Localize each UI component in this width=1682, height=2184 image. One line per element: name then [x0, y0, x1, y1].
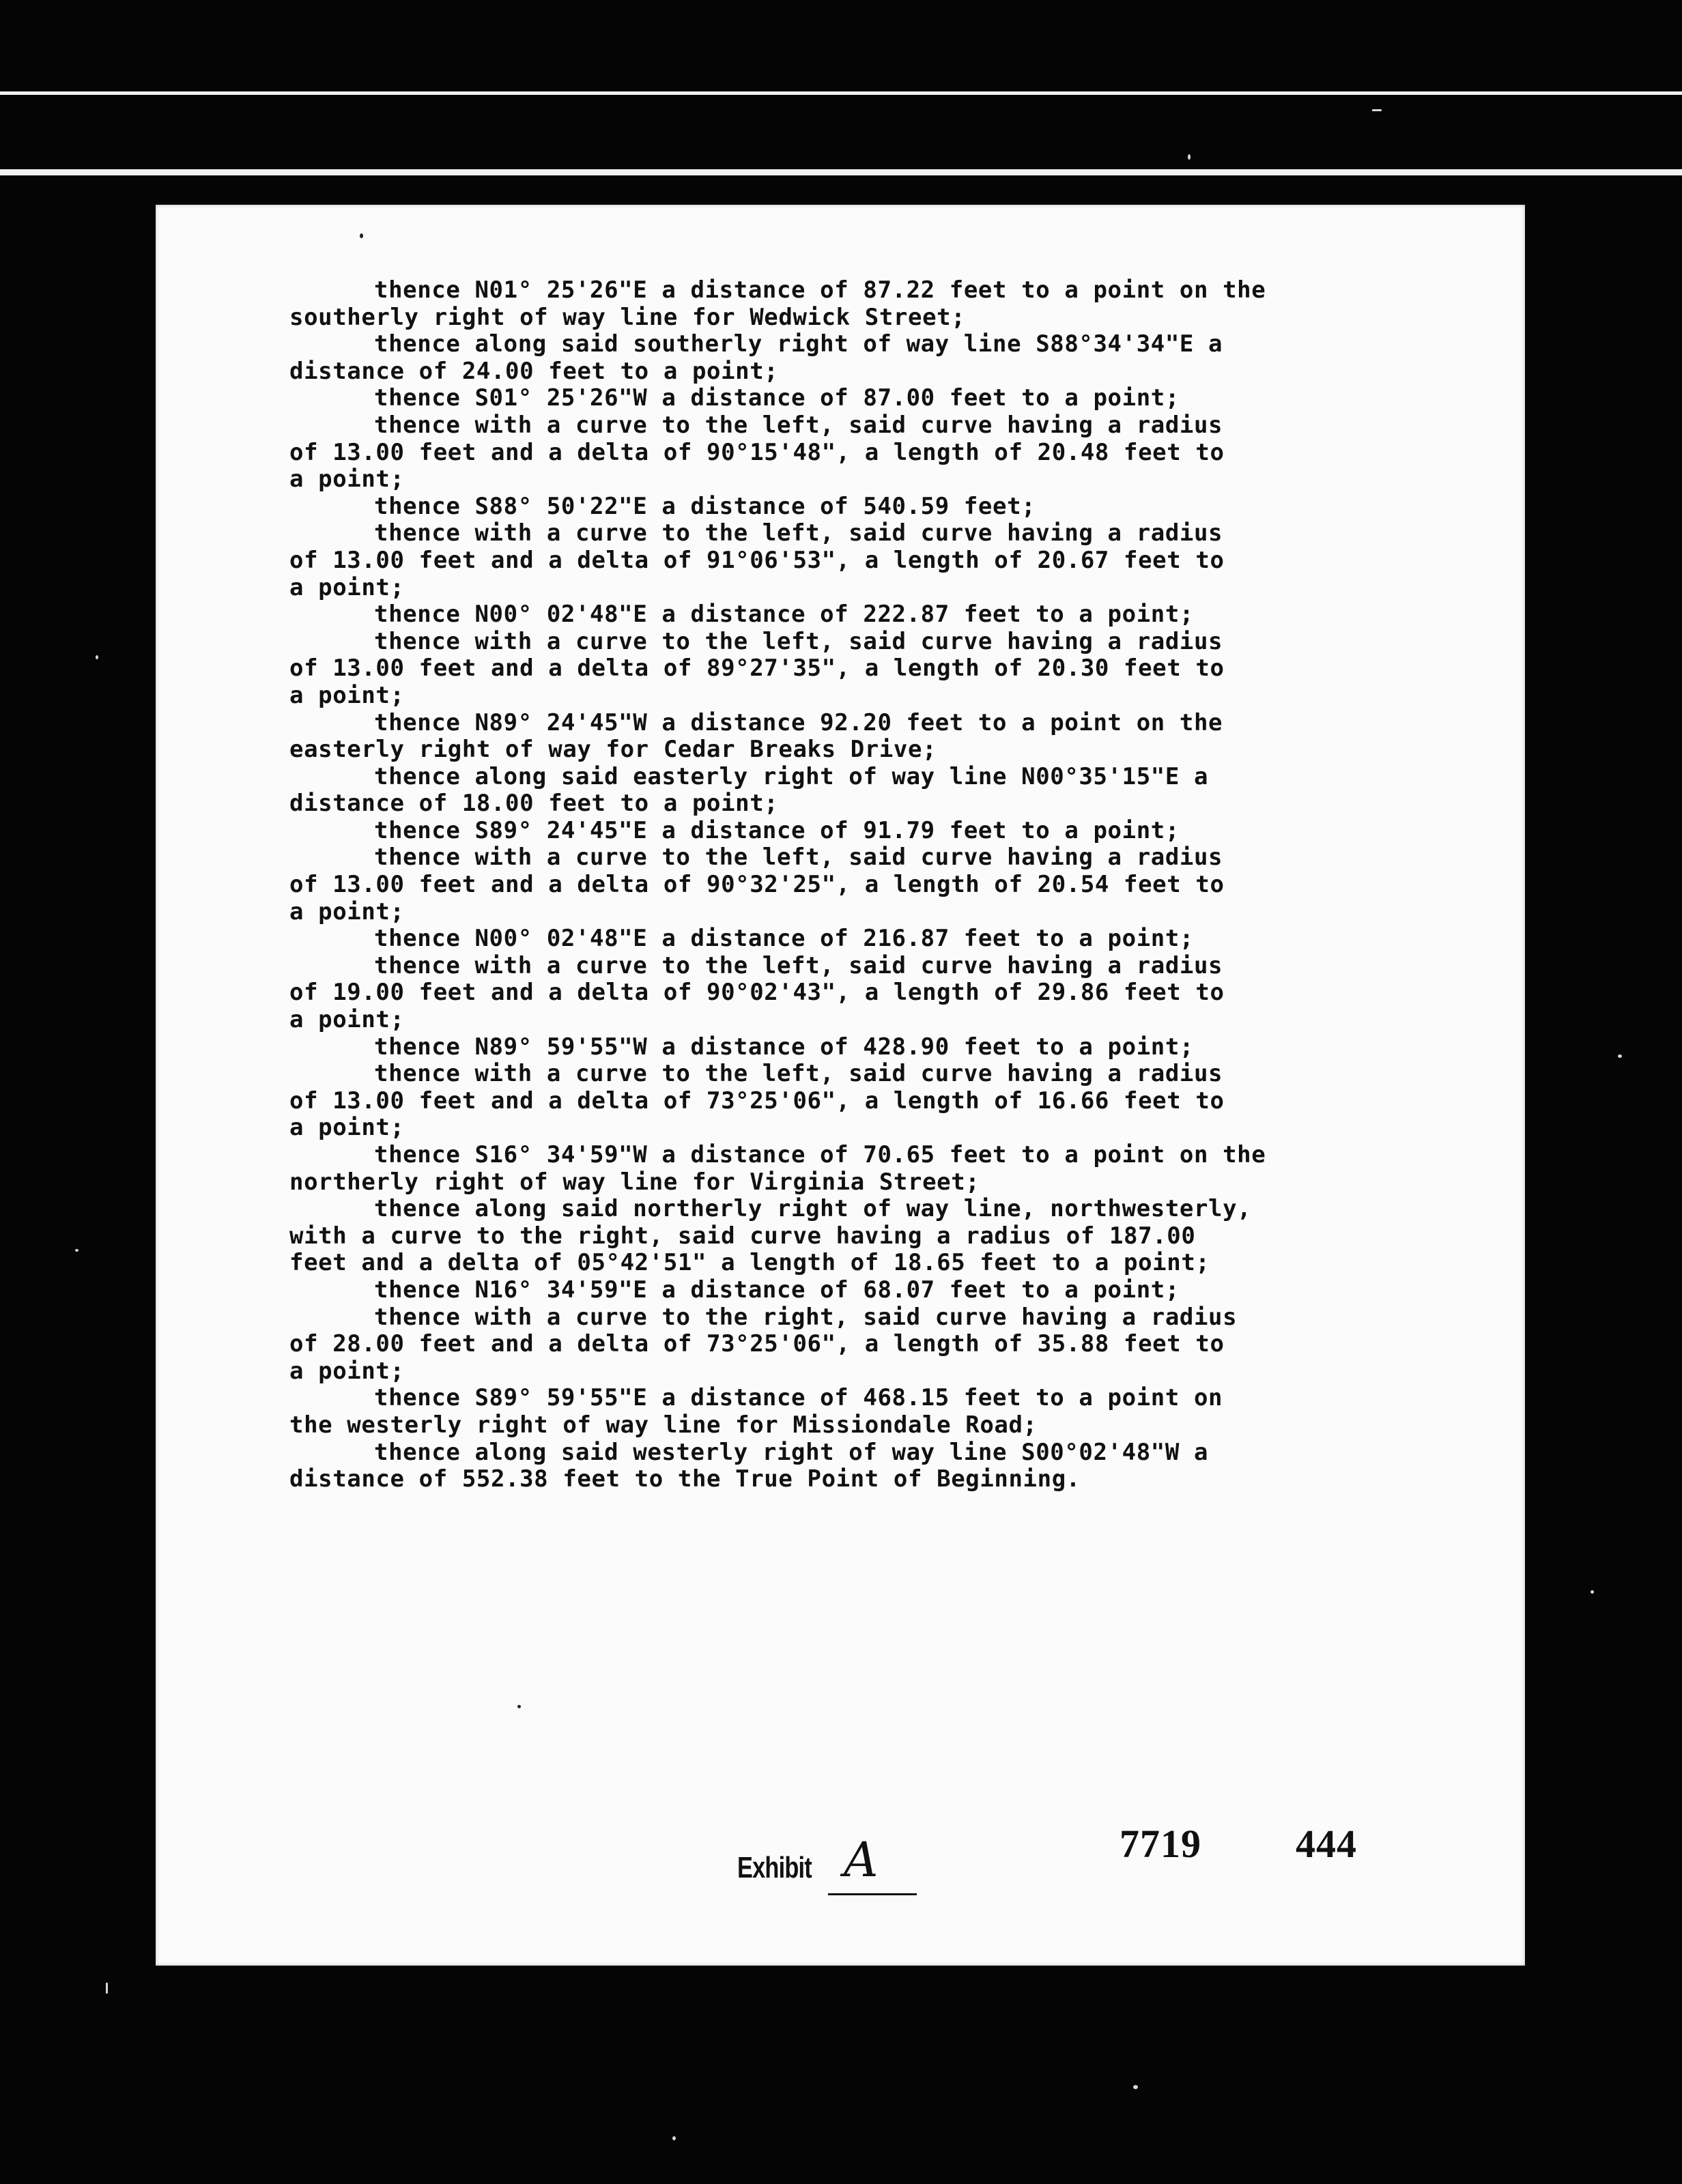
legal-line: of 13.00 feet and a delta of 90°15'48", a length of 20.48 feet to — [289, 438, 1225, 466]
legal-line: of 28.00 feet and a delta of 73°25'06", a length of 35.88 feet to — [289, 1330, 1225, 1358]
legal-line: thence with a curve to the right, said curve having a radius — [374, 1303, 1238, 1331]
legal-line: thence N89° 24'45"W a distance 92.20 feet to a point on the — [374, 708, 1223, 736]
legal-line: thence N00° 02'48"E a distance of 216.87 feet to a point; — [374, 925, 1194, 953]
legal-line: thence N00° 02'48"E a distance of 222.87 feet to a point; — [374, 601, 1194, 629]
scan-speck — [1133, 2085, 1138, 2089]
legal-line: thence along said southerly right of way line S88°34'34"E a — [374, 330, 1223, 358]
legal-line: thence N89° 59'55"W a distance of 428.90 feet to a point; — [374, 1033, 1194, 1061]
legal-line: a point; — [289, 897, 405, 925]
scan-speck — [1372, 109, 1382, 111]
legal-line: of 19.00 feet and a delta of 90°02'43", a length of 29.86 feet to — [289, 979, 1225, 1007]
legal-line: thence with a curve to the left, said curve having a radius — [374, 1060, 1223, 1088]
scan-speck — [106, 1983, 108, 1994]
book-number: 7719 — [1120, 1822, 1201, 1866]
legal-line: thence with a curve to the left, said curve having a radius — [374, 627, 1223, 655]
scan-speck — [96, 655, 98, 659]
legal-line: feet and a delta of 05°42'51" a length of 18.65 feet to a point; — [289, 1249, 1210, 1277]
legal-line: thence with a curve to the left, said curve having a radius — [374, 844, 1223, 872]
page-speck — [360, 233, 363, 238]
legal-line: thence with a curve to the left, said curve having a radius — [374, 519, 1223, 547]
scan-speck — [75, 1249, 79, 1252]
legal-line: thence along said easterly right of way line N00°35'15"E a — [374, 762, 1209, 790]
legal-line: of 13.00 feet and a delta of 89°27'35", a length of 20.30 feet to — [289, 655, 1225, 682]
scan-speck — [1188, 154, 1191, 160]
legal-line: thence S88° 50'22"E a distance of 540.59 feet; — [374, 492, 1036, 520]
scan-speck — [1618, 1054, 1622, 1058]
legal-line: a point; — [289, 1357, 405, 1385]
legal-description — [289, 277, 1382, 1493]
page-number: 444 — [1296, 1822, 1357, 1866]
legal-line: thence S01° 25'26"W a distance of 87.00 feet to a point; — [374, 384, 1180, 412]
scan-border-rule — [0, 169, 1682, 175]
scan-speck — [672, 2136, 676, 2140]
legal-line: of 13.00 feet and a delta of 91°06'53", a length of 20.67 feet to — [289, 546, 1225, 574]
legal-line: a point; — [289, 1114, 405, 1142]
legal-line: thence along said westerly right of way line S00°02'48"W a — [374, 1438, 1209, 1466]
legal-line: easterly right of way for Cedar Breaks Drive; — [289, 736, 937, 764]
scan-top-rule — [0, 91, 1682, 95]
document-page — [156, 205, 1525, 1966]
legal-line: distance of 24.00 feet to a point; — [289, 357, 779, 385]
legal-line: distance of 552.38 feet to the True Point of Beginning. — [289, 1465, 1081, 1493]
scan-speck — [1591, 1590, 1594, 1594]
legal-line: thence along said northerly right of way line, northwesterly, — [374, 1195, 1252, 1223]
legal-line: distance of 18.00 feet to a point; — [289, 790, 779, 818]
legal-line: southerly right of way line for Wedwick Street; — [289, 303, 966, 331]
legal-line: the westerly right of way line for Missiondale Road; — [289, 1411, 1038, 1439]
exhibit-underline — [828, 1893, 917, 1895]
legal-line: a point; — [289, 1006, 405, 1034]
legal-line: thence S89° 59'55"E a distance of 468.15 feet to a point on — [374, 1384, 1223, 1412]
exhibit-label: Exhibit — [737, 1851, 812, 1884]
legal-line: of 13.00 feet and a delta of 90°32'25", a length of 20.54 feet to — [289, 871, 1225, 899]
legal-line: thence with a curve to the left, said curve having a radius — [374, 951, 1223, 979]
legal-line: thence S16° 34'59"W a distance of 70.65 feet to a point on the — [374, 1141, 1266, 1168]
legal-line: thence N16° 34'59"E a distance of 68.07 feet to a point; — [374, 1276, 1180, 1304]
legal-line: with a curve to the right, said curve having a radius of 187.00 — [289, 1222, 1196, 1250]
legal-line: northerly right of way line for Virginia Street; — [289, 1168, 980, 1196]
legal-line: thence N01° 25'26"E a distance of 87.22 feet to a point on the — [374, 276, 1266, 304]
exhibit-letter: A — [844, 1832, 879, 1888]
legal-line: a point; — [289, 573, 405, 601]
page-speck — [517, 1705, 521, 1708]
legal-line: thence S89° 24'45"E a distance of 91.79 feet to a point; — [374, 816, 1180, 844]
legal-line: a point; — [289, 465, 405, 493]
legal-line: a point; — [289, 681, 405, 709]
legal-line: thence with a curve to the left, said curve having a radius — [374, 411, 1223, 439]
legal-line: of 13.00 feet and a delta of 73°25'06", a length of 16.66 feet to — [289, 1087, 1225, 1115]
